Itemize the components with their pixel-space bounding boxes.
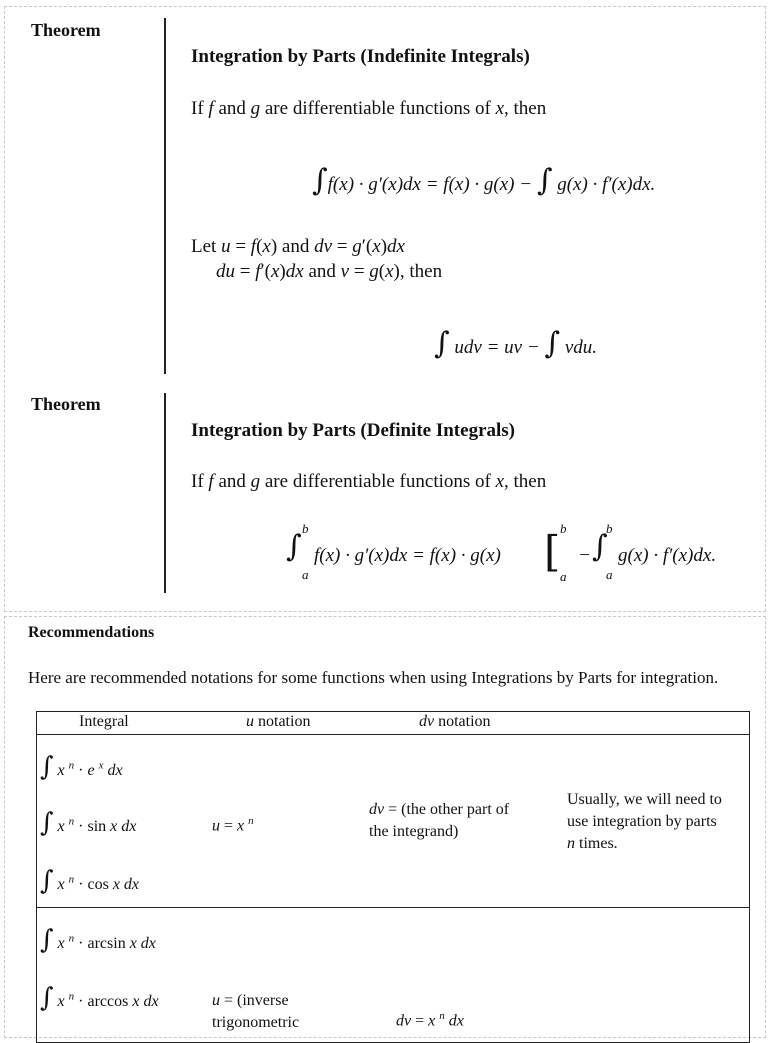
theorem1-intro: If f and g are differentiable functions of x, then bbox=[191, 98, 547, 119]
recommendations-text: Here are recommended notations for some functions when using Integrations by Parts for integration. bbox=[28, 668, 719, 687]
theorem-panel bbox=[4, 6, 766, 612]
note-group1: Usually, we will need to use integration by parts n times. bbox=[567, 791, 722, 852]
integral-x-n-sin: ∫ x $^n$ · sin x dx bbox=[40, 808, 137, 838]
header-dv-notation: dv notation bbox=[419, 713, 491, 730]
theorem2-intro: If f and g are differentiable functions of x, then bbox=[191, 471, 547, 492]
integral-x-n-arcsin: ∫ x $^n$ · arcsin x dx bbox=[40, 925, 156, 955]
recommendations-title: Recommendations bbox=[28, 624, 155, 641]
dv-notation-group1: dv = (the other part of the integrand) bbox=[369, 801, 510, 840]
theorem1-formula: ∫f(x) · g′(x)dx = f(x) · g(x) − ∫ g(x) · f′(x)dx. bbox=[312, 163, 656, 198]
header-integral: Integral bbox=[79, 713, 129, 730]
u-notation-group2: u = (inverse trigonometric bbox=[212, 992, 300, 1031]
theorem2-label: Theorem bbox=[31, 394, 101, 414]
table-header-divider bbox=[36, 734, 749, 735]
header-u-notation: u notation bbox=[246, 713, 311, 730]
theorem2-title: Integration by Parts (Definite Integrals) bbox=[191, 420, 516, 441]
theorem1-let-line2: du = f′(x)dx and v = g(x), then bbox=[216, 261, 443, 282]
integral-x-n-e-x: ∫ x $^n$ · e $^x$ dx bbox=[40, 752, 123, 782]
theorem1-short-formula: ∫ udv = uv − ∫ vdu. bbox=[434, 326, 597, 361]
theorem1-bar bbox=[164, 18, 166, 374]
dv-notation-group2: dv = x $^n$ dx bbox=[396, 1010, 464, 1030]
theorem1-title: Integration by Parts (Indefinite Integrals) bbox=[191, 46, 530, 67]
theorem1-label: Theorem bbox=[31, 20, 101, 40]
theorem2-bar bbox=[164, 393, 166, 593]
table-group-divider bbox=[36, 907, 749, 908]
integral-x-n-cos: ∫ x $^n$ · cos x dx bbox=[40, 866, 140, 896]
integral-x-n-arccos: ∫ x $^n$ · arccos x dx bbox=[40, 983, 159, 1013]
theorem1-let-line1: Let u = f(x) and dv = g′(x)dx bbox=[191, 236, 405, 257]
u-notation-group1: u = x $^n$ bbox=[212, 815, 254, 835]
